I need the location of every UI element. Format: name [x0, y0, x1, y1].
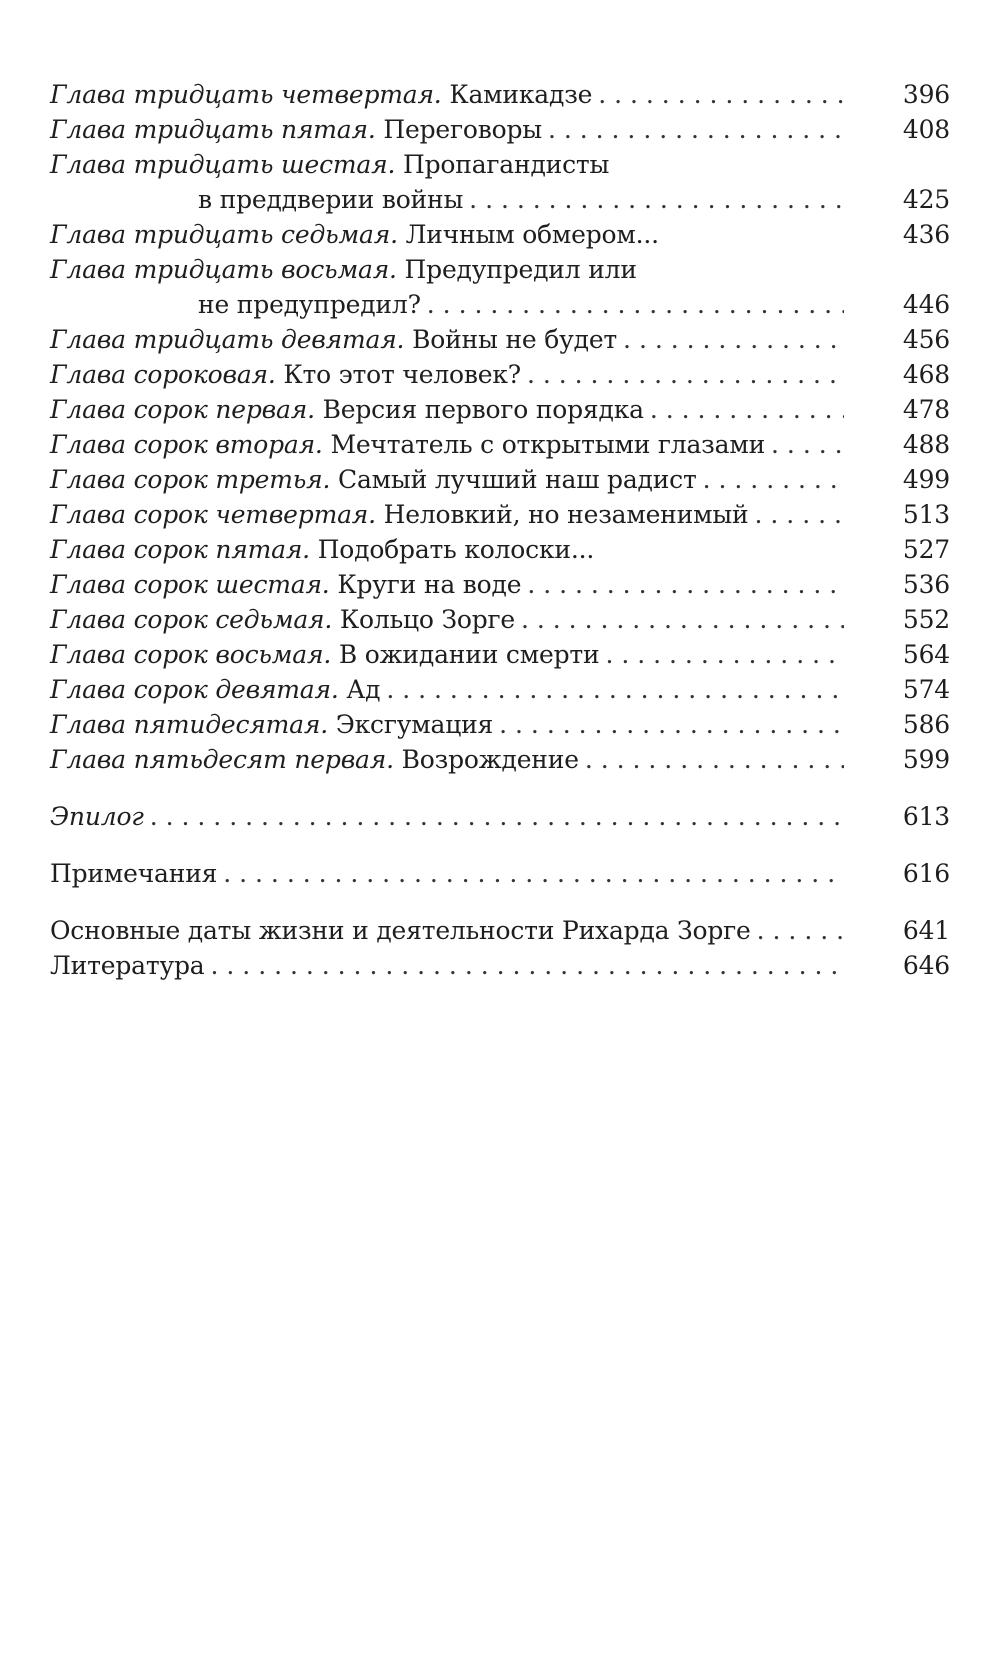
toc-entry[interactable]	[50, 637, 950, 672]
page-number: 513	[902, 500, 950, 529]
toc-entry-continuation[interactable]	[50, 287, 950, 322]
chapter-title: Эксгумация	[335, 710, 494, 739]
toc-entry[interactable]	[50, 217, 950, 252]
chapter-number: Глава сорок четвертая.	[50, 500, 376, 529]
leader-dots	[150, 799, 844, 834]
chapter-number: Глава пятьдесят первая.	[50, 745, 394, 774]
chapter-number: Глава сорок шестая.	[50, 570, 330, 599]
chapter-number: Глава сорок третья.	[50, 465, 331, 494]
leader-dots	[548, 112, 844, 147]
epilogue-title: Эпилог	[50, 802, 144, 831]
chapter-title: Переговоры	[383, 115, 542, 144]
toc-entry-notes[interactable]	[50, 856, 950, 891]
toc-entry[interactable]	[50, 532, 950, 567]
leader-dots	[386, 672, 844, 707]
page-number: 446	[902, 290, 950, 319]
chapter-title: Пропагандисты	[402, 150, 610, 179]
chapter-title: Камикадзе	[449, 80, 593, 109]
chapter-title: Кольцо Зорге	[339, 605, 515, 634]
toc-entry[interactable]	[50, 707, 950, 742]
chapter-title: В ожидании смерти	[338, 640, 600, 669]
page-number: 616	[902, 859, 950, 888]
dates-title: Основные даты жизни и деятельности Рихарда Зорге	[50, 916, 751, 945]
leader-dots	[585, 742, 844, 777]
toc-entry[interactable]	[50, 322, 950, 357]
chapter-title: Круги на воде	[337, 570, 522, 599]
page-number: 641	[902, 916, 950, 945]
page-number: 646	[902, 951, 950, 980]
toc-entry[interactable]	[50, 427, 950, 462]
chapter-number: Глава тридцать пятая.	[50, 115, 376, 144]
leader-dots	[469, 182, 844, 217]
page-number: 478	[902, 395, 950, 424]
chapter-number: Глава сорок восьмая.	[50, 640, 332, 669]
toc-entry[interactable]	[50, 497, 950, 532]
toc-entry[interactable]	[50, 252, 950, 287]
chapter-number: Глава тридцать седьмая.	[50, 220, 398, 249]
toc-entry[interactable]	[50, 462, 950, 497]
toc-entry[interactable]	[50, 742, 950, 777]
page-number: 613	[902, 802, 950, 831]
page-number: 586	[902, 710, 950, 739]
chapter-number: Глава тридцать четвертая.	[50, 80, 442, 109]
leader-dots	[211, 948, 844, 983]
page-number: 408	[902, 115, 950, 144]
toc-entry[interactable]	[50, 147, 950, 182]
leader-dots	[499, 707, 844, 742]
leader-dots	[527, 357, 844, 392]
page-number: 536	[902, 570, 950, 599]
toc-entry[interactable]	[50, 392, 950, 427]
chapter-title: Мечтатель с открытыми глазами	[330, 430, 766, 459]
page-number: 599	[902, 745, 950, 774]
literature-title: Литература	[50, 951, 205, 980]
page-number: 574	[902, 675, 950, 704]
chapter-title: Версия первого порядка	[322, 395, 644, 424]
page-number: 552	[902, 605, 950, 634]
chapter-number: Глава тридцать шестая.	[50, 150, 396, 179]
chapter-title: Самый лучший наш радист	[338, 465, 697, 494]
leader-dots	[771, 427, 844, 462]
toc-entry[interactable]	[50, 602, 950, 637]
chapter-number: Глава тридцать девятая.	[50, 325, 405, 354]
toc-entry-continuation[interactable]	[50, 182, 950, 217]
page-number: 436	[902, 220, 950, 249]
chapter-title: Неловкий, но незаменимый	[383, 500, 749, 529]
chapter-number: Глава тридцать восьмая.	[50, 255, 397, 284]
toc-entry-dates[interactable]	[50, 913, 950, 948]
leader-dots	[521, 602, 844, 637]
toc-entry-literature[interactable]	[50, 948, 950, 983]
leader-dots	[757, 913, 844, 948]
page-number: 527	[902, 535, 950, 564]
chapter-title: Личным обмером...	[405, 220, 659, 249]
leader-dots	[427, 287, 844, 322]
chapter-number: Глава сорок пятая.	[50, 535, 310, 564]
toc-entry-epilogue[interactable]	[50, 799, 950, 834]
chapter-title: Войны не будет	[412, 325, 618, 354]
chapter-number: Глава сорок девятая.	[50, 675, 339, 704]
page-number: 499	[902, 465, 950, 494]
chapter-title: Возрождение	[401, 745, 579, 774]
chapter-number: Глава пятидесятая.	[50, 710, 328, 739]
chapter-number: Глава сорок вторая.	[50, 430, 323, 459]
page-number: 456	[902, 325, 950, 354]
page-number: 396	[902, 80, 950, 109]
notes-title: Примечания	[50, 859, 218, 888]
toc-entry[interactable]	[50, 672, 950, 707]
chapter-title-continuation: в преддверии войны	[198, 185, 464, 214]
leader-dots	[223, 856, 844, 891]
chapter-title-continuation: не предупредил?	[198, 290, 421, 319]
leader-dots	[650, 392, 844, 427]
page-number: 488	[902, 430, 950, 459]
chapter-number: Глава сорок седьмая.	[50, 605, 333, 634]
chapter-number: Глава сорок первая.	[50, 395, 315, 424]
chapter-title: Подобрать колоски...	[317, 535, 595, 564]
leader-dots	[703, 462, 844, 497]
leader-dots	[623, 322, 844, 357]
page-number: 564	[902, 640, 950, 669]
toc-entry[interactable]	[50, 357, 950, 392]
toc-entry[interactable]	[50, 567, 950, 602]
page-number: 468	[902, 360, 950, 389]
chapter-title: Ад	[346, 675, 381, 704]
table-of-contents	[50, 77, 950, 983]
chapter-title: Кто этот человек?	[283, 360, 521, 389]
leader-dots	[527, 567, 844, 602]
chapter-number: Глава сороковая.	[50, 360, 276, 389]
leader-dots	[755, 497, 844, 532]
leader-dots	[605, 637, 844, 672]
toc-entry[interactable]	[50, 112, 950, 147]
toc-entry[interactable]	[50, 77, 950, 112]
leader-dots	[598, 77, 844, 112]
page-number: 425	[902, 185, 950, 214]
chapter-title: Предупредил или	[404, 255, 637, 284]
